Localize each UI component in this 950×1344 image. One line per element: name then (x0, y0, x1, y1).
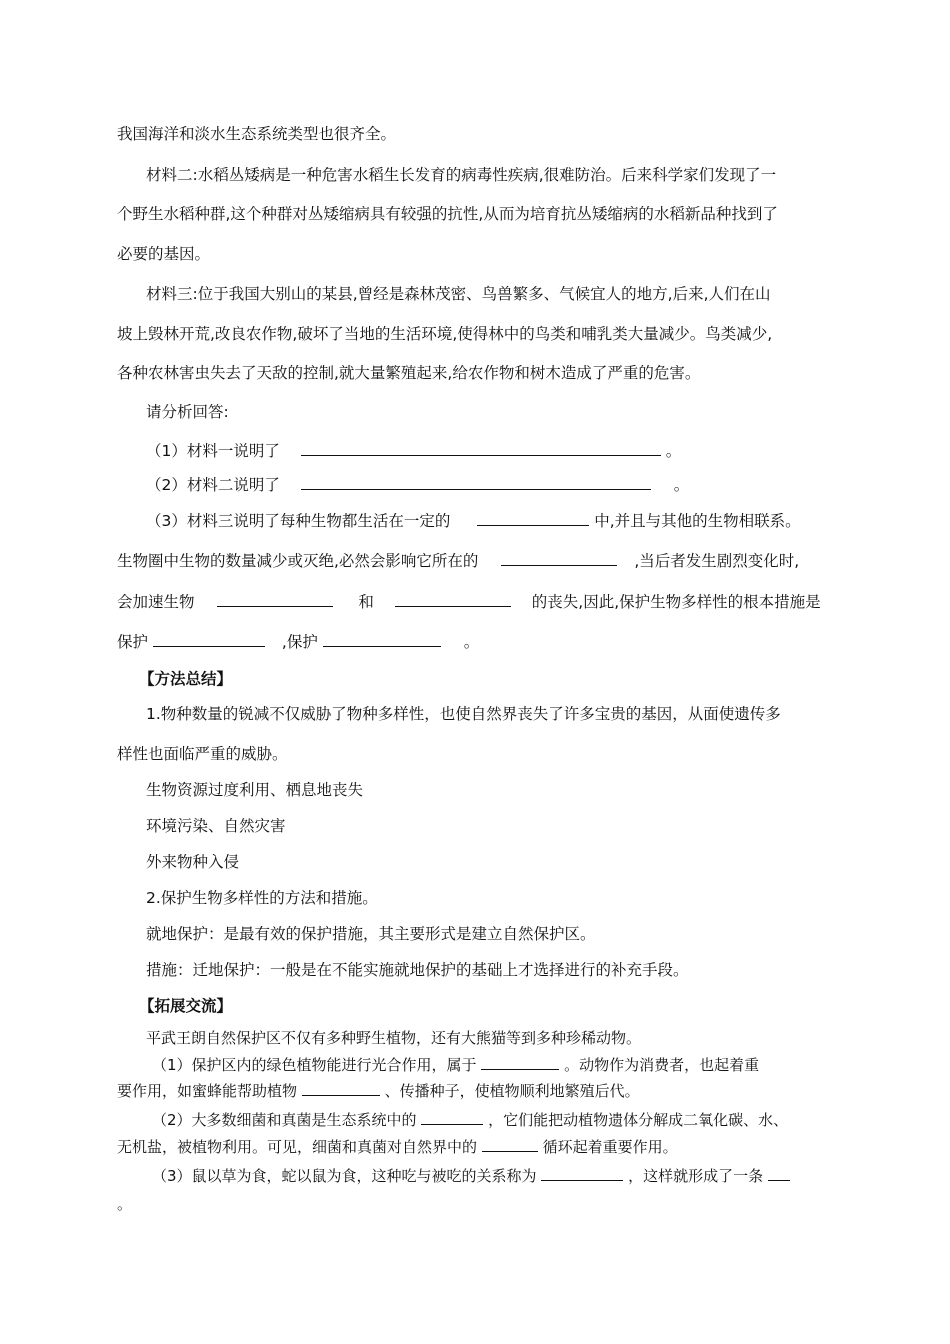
punctuation: 。 (673, 476, 690, 494)
summary-line: 环境污染、自然灾害 (146, 817, 286, 835)
question-text: （1）保护区内的绿色植物能进行光合作用，属于 (152, 1056, 477, 1074)
punctuation: 。 (665, 442, 682, 460)
summary-line: 2.保护生物多样性的方法和措施。 (146, 889, 378, 907)
question-3-line (117, 551, 799, 571)
question-text: 保护 (117, 633, 149, 651)
question-3-line (117, 632, 479, 652)
question-text: 中,并且与其他的生物相联系。 (594, 512, 801, 530)
answer-blank[interactable] (477, 511, 589, 526)
question-3 (146, 511, 801, 531)
summary-line: 措施：迁地保护：一般是在不能实施就地保护的基础上才选择进行的补充手段。 (146, 961, 689, 979)
question-text: 和 (358, 593, 374, 611)
question-3-line (117, 592, 821, 612)
question-text: 会加速生物 (117, 593, 195, 611)
material-two-line: 材料二:水稻丛矮病是一种危害水稻生长发育的病毒性疾病,很难防治。后来科学家们发现了一 (146, 166, 777, 184)
question-1 (146, 441, 681, 461)
answer-blank[interactable] (302, 1081, 380, 1096)
question-text: ，这样就形成了一条 (628, 1167, 764, 1185)
answer-blank[interactable] (301, 475, 651, 490)
extension-line: 平武王朗自然保护区不仅有多种野生植物，还有大熊猫等到多种珍稀动物。 (146, 1029, 642, 1047)
answer-blank[interactable] (217, 592, 333, 607)
question-text: 生物圈中生物的数量减少或灭绝,必然会影响它所在的 (117, 552, 479, 570)
question-text: 循环起着重要作用。 (542, 1138, 678, 1156)
prompt-text: 请分析回答: (146, 403, 229, 421)
answer-blank[interactable] (421, 1110, 483, 1125)
material-two-line: 必要的基因。 (117, 245, 211, 263)
answer-blank[interactable] (323, 632, 441, 647)
summary-line: 外来物种入侵 (146, 853, 240, 871)
answer-blank[interactable] (153, 632, 265, 647)
answer-blank[interactable] (768, 1166, 790, 1181)
answer-blank[interactable] (501, 551, 617, 566)
question-2 (146, 475, 689, 495)
material-three-line: 材料三:位于我国大别山的某县,曾经是森林茂密、鸟兽繁多、气候宜人的地方,后来,人们在山 (146, 285, 771, 303)
question-text: 的丧失,因此,保护生物多样性的根本措施是 (531, 593, 821, 611)
question-text: 要作用，如蜜蜂能帮助植物 (117, 1082, 298, 1100)
question-text: （2）大多数细菌和真菌是生态系统中的 (152, 1111, 417, 1129)
answer-blank[interactable] (482, 1137, 538, 1152)
material-two-line: 个野生水稻种群,这个种群对丛矮缩病具有较强的抗性,从而为培育抗丛矮缩病的水稻新品种找到了 (117, 205, 778, 223)
material-three-line: 各种农林害虫失去了天敌的控制,就大量繁殖起来,给农作物和树木造成了严重的危害。 (117, 364, 701, 382)
question-text: 。动物作为消费者，也起着重 (564, 1056, 760, 1074)
summary-line: 1.物种数量的锐减不仅威胁了物种多样性，也使自然界丧失了许多宝贵的基因，从面使遗传多 (146, 705, 781, 723)
question-text: 无机盐，被植物利用。可见，细菌和真菌对自然界中的 (117, 1138, 478, 1156)
section-heading-method: 【方法总结】 (139, 670, 233, 688)
question-text: ,保护 (281, 633, 318, 651)
extension-question-2-line (117, 1137, 678, 1157)
summary-line: 就地保护：是最有效的保护措施，其主要形式是建立自然保护区。 (146, 925, 596, 943)
summary-line: 生物资源过度利用、栖息地丧失 (146, 781, 364, 799)
answer-blank[interactable] (541, 1166, 623, 1181)
material-three-line: 坡上毁林开荒,改良农作物,破坏了当地的生活环境,使得林中的鸟类和哺乳类大量减少。鸟类减少, (117, 325, 773, 343)
question-text: （3）材料三说明了每种生物都生活在一定的 (146, 512, 451, 530)
question-label: （1）材料一说明了 (146, 442, 280, 460)
question-text: ，它们能把动植物遗体分解成二氧化碳、水、 (488, 1111, 789, 1129)
question-text: ,当后者发生剧烈变化时, (634, 552, 800, 570)
question-text: 、传播种子，使植物顺利地繁殖后代。 (384, 1082, 640, 1100)
answer-blank[interactable] (395, 592, 511, 607)
paragraph: 我国海洋和淡水生态系统类型也很齐全。 (117, 125, 397, 143)
punctuation: 。 (117, 1195, 133, 1213)
extension-question-1 (152, 1055, 759, 1075)
punctuation: 。 (463, 633, 480, 651)
question-label: （2）材料二说明了 (146, 476, 280, 494)
question-text: （3）鼠以草为食，蛇以鼠为食，这种吃与被吃的关系称为 (152, 1167, 537, 1185)
extension-question-1-line (117, 1081, 640, 1101)
answer-blank[interactable] (481, 1055, 559, 1070)
extension-question-2 (152, 1110, 788, 1130)
section-heading-extension: 【拓展交流】 (139, 997, 233, 1015)
extension-question-3 (152, 1166, 790, 1186)
summary-line: 样性也面临严重的威胁。 (117, 745, 288, 763)
answer-blank[interactable] (301, 441, 661, 456)
